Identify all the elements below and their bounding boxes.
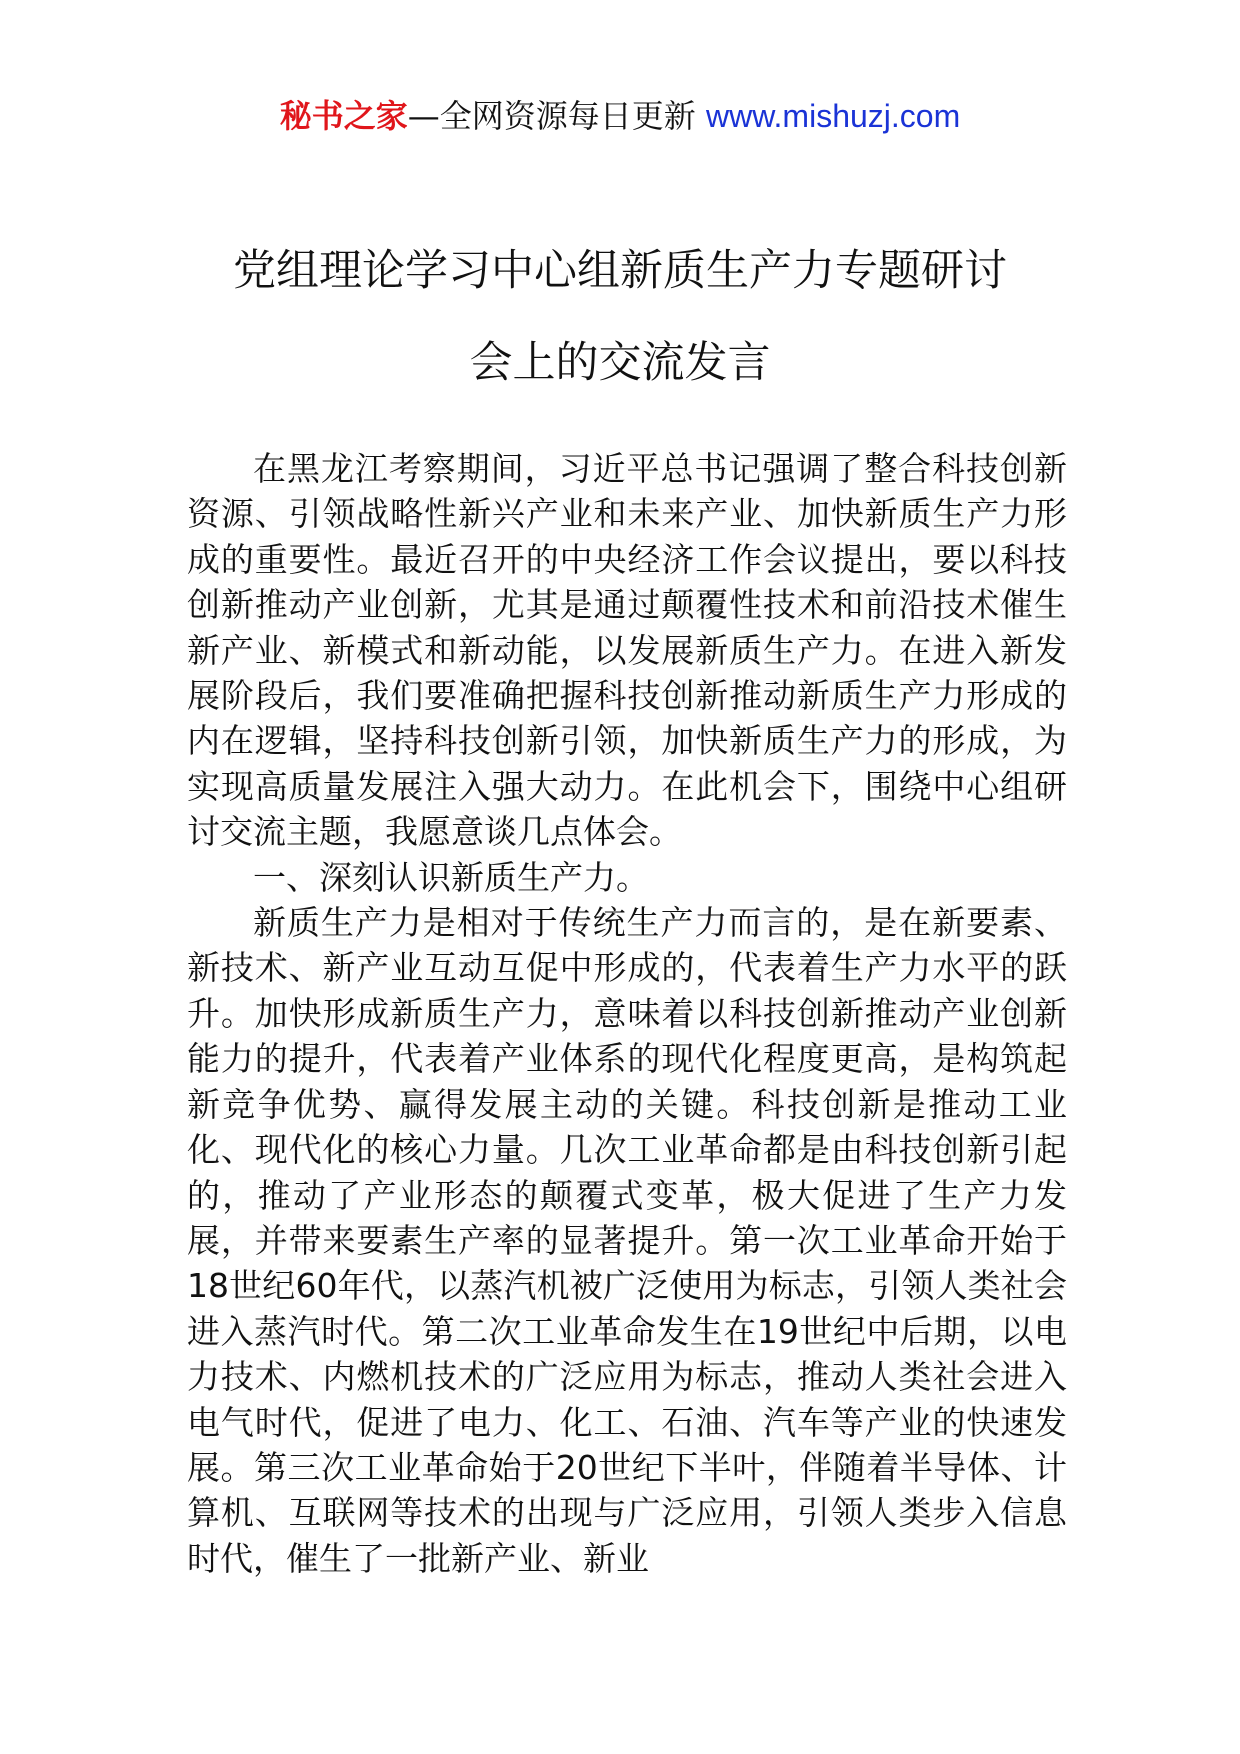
- site-tagline: —全网资源每日更新: [407, 97, 706, 135]
- site-header: [0, 96, 1240, 136]
- site-url[interactable]: www.mishuzj.com: [705, 98, 961, 134]
- paragraph-section-1: 新质生产力是相对于传统生产力而言的，是在新要素、新技术、新产业互动互促中形成的，代表着生产力水平的跃升。加快形成新质生产力，意味着以科技创新推动产业创新能力的提升，代表着产业体系的现代化程度更高，是构筑起新竞争优势、赢得发展主动的关键。科技创新是推动工业化、现代化的核心力量。几次工业革命都是由科技创新引起的，推动了产业形态的颠覆式变革，极大促进了生产力发展，并带来要素生产率的显著提升。第一次工业革命开始于18世纪60年代，以蒸汽机被广泛使用为标志，引领人类社会进入蒸汽时代。第二次工业革命发生在19世纪中后期，以电力技术、内燃机技术的广泛应用为标志，推动人类社会进入电气时代，促进了电力、化工、石油、汽车等产业的快速发展。第三次工业革命始于20世纪下半叶，伴随着半导体、计算机、互联网等技术的出现与广泛应用，引领人类步入信息时代，催生了一批新产业、新业: [187, 903, 1067, 1578]
- document-body: [187, 446, 1067, 1581]
- title-line-1: 党组理论学习中心组新质生产力专题研讨: [233, 246, 1007, 296]
- paragraph-intro: 在黑龙江考察期间，习近平总书记强调了整合科技创新资源、引领战略性新兴产业和未来产业、加快新质生产力形成的重要性。最近召开的中央经济工作会议提出，要以科技创新推动产业创新，尤其是通过颠覆性技术和前沿技术催生新产业、新模式和新动能，以发展新质生产力。在进入新发展阶段后，我们要准确把握科技创新推动新质生产力形成的内在逻辑，坚持科技创新引领，加快新质生产力的形成，为实现高质量发展注入强大动力。在此机会下，围绕中心组研讨交流主题，我愿意谈几点体会。: [187, 449, 1067, 852]
- section-heading-1: 一、深刻认识新质生产力。: [253, 857, 649, 897]
- site-brand: 秘书之家: [279, 97, 408, 135]
- document-title: [150, 225, 1090, 409]
- title-line-2: 会上的交流发言: [469, 338, 771, 388]
